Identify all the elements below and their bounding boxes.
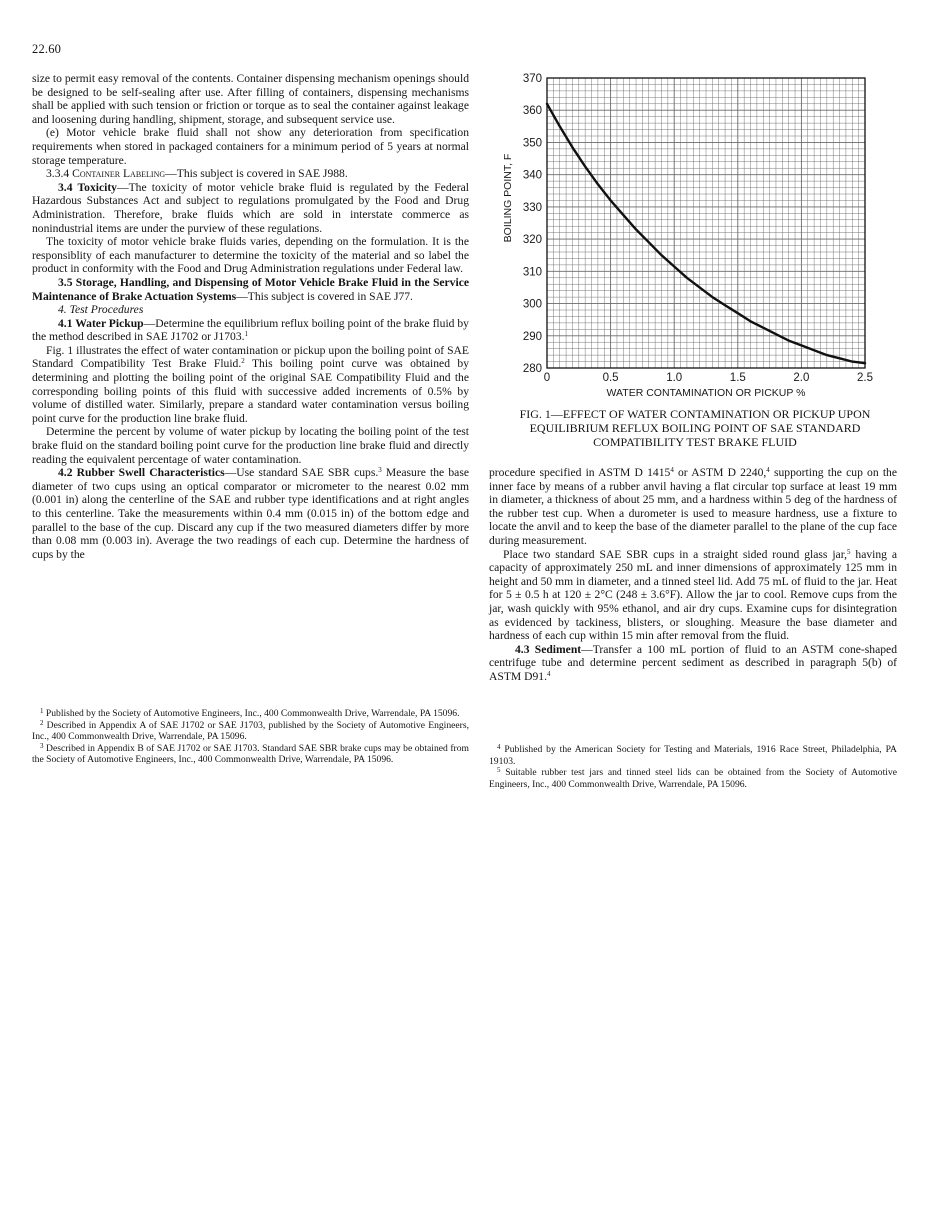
- paragraph-5: The toxicity of motor vehicle brake fluids varies, depending on the formulation. It is the responsiblity of each manufacturer to determine the toxicity of the material and so label the product in conformity with the Food and Drug Administration regulations under Federal law.: [32, 235, 469, 276]
- right-column-text: [489, 466, 897, 684]
- y-tick-label: 320: [522, 234, 542, 247]
- x-axis-label: WATER CONTAMINATION OR PICKUP %: [606, 387, 806, 399]
- paragraph-2: (e) Motor vehicle brake fluid shall not show any deterioration from specification requirements when stored in packaged containers for a minimum period of 5 years at normal storage temperature.: [32, 126, 469, 167]
- x-tick-label: 2.0: [793, 372, 810, 384]
- x-tick-label: 2.5: [857, 372, 873, 384]
- y-tick-label: 360: [522, 105, 542, 118]
- footnote: $^5$ Suitable rubber test jars and tinned steel lids can be obtained from the Society of Automotive Engineers, Inc., 400 Commonwealth Drive, Warrendale, PA 15096.: [489, 766, 897, 790]
- paragraph-2: Place two standard SAE SBR cups in a straight sided round glass jar,$^5$ having a capacity of approximately 250 mL and inner dimensions of approximately 125 mm in height and 50 mm in diameter, and a tinned steel lid. Add 75 mL of fluid to the jar. Heat for 5 ± 0.5 h at 120 ± 2°C (248 ± 3.6°F). Allow the jar to cool. Remove cups from the jar, wash quickly with 95% ethanol, and air dry cups. Examine cups for disintegration as evidenced by tackiness, blisters, or sloughing. Measure the base diameter and hardness of each cup within 15 min after removal from the fluid.: [489, 547, 898, 643]
- x-tick-label: 1.0: [666, 372, 683, 384]
- footnote: $^4$ Published by the American Society for Testing and Materials, 1916 Race Street, Philadelphia, PA 19103.: [489, 743, 897, 767]
- left-column-text: [32, 72, 469, 561]
- paragraph-3: 4.3 Sediment—Transfer a 100 mL portion of fluid to an ASTM cone-shaped centrifuge tube and determine percent sediment as described in paragraph 5(b) of ASTM D91.$^4$: [489, 642, 897, 683]
- footnote: $^3$ Described in Appendix B of SAE J1702 or SAE J1703. Standard SAE SBR brake cups may be obtained from the Society of Automotive Engineers, Inc., 400 Commonwealth Drive, Warrendale, PA 15096.: [32, 741, 469, 766]
- y-axis-label: BOILING POINT, F: [502, 153, 514, 243]
- paragraph-8: 4.1 Water Pickup—Determine the equilibrium reflux boiling point of the brake fluid by the method described in SAE J1702 or J1703.$^1$: [32, 316, 469, 344]
- right-footnotes: [489, 744, 897, 790]
- x-tick-label: 0: [543, 372, 551, 384]
- paragraph-1: size to permit easy removal of the contents. Container dispensing mechanism openings should be designed to be self-sealing after use. After filling of containers, dispensing mechanisms shall be applied with such tension or friction or torque as to seal the container against leakage and loosening during handling, shipment, storage, and subsequent service use.: [32, 72, 469, 126]
- page-number: 22.60: [32, 42, 62, 56]
- boiling-point-chart: [485, 70, 905, 405]
- y-tick-label: 300: [522, 298, 542, 311]
- y-tick-label: 290: [522, 330, 542, 343]
- footnote: $^1$ Published by the Society of Automotive Engineers, Inc., 400 Commonwealth Drive, Warrendale, PA 15096.: [40, 707, 460, 719]
- paragraph-6: 3.5 Storage, Handling, and Dispensing of Motor Vehicle Brake Fluid in the Service Maintenance of Brake Actuation Systems—This subject is covered in SAE J77.: [32, 275, 469, 303]
- y-tick-label: 340: [522, 169, 542, 182]
- x-tick-label: 0.5: [602, 372, 619, 384]
- left-footnotes: [32, 708, 469, 766]
- y-tick-label: 350: [522, 137, 542, 150]
- paragraph-7: 4. Test Procedures: [58, 303, 144, 317]
- footnote: $^2$ Described in Appendix A of SAE J1702 or SAE J1703, published by the Society of Automotive Engineers, Inc., 400 Commonwealth Drive, Warrendale, PA 15096.: [32, 718, 469, 743]
- y-tick-label: 310: [522, 266, 542, 279]
- paragraph-4: 3.4 Toxicity—The toxicity of motor vehicle brake fluid is regulated by the Federal Hazardous Substances Act and subject to regulations promulgated by the Food and Drug Administration. Therefore, brake fluids which are sold in interstate commerce as nonindustrial items are under the purview of these regulations.: [32, 180, 469, 235]
- y-tick-label: 280: [522, 363, 542, 375]
- paragraph-11: 4.2 Rubber Swell Characteristics—Use standard SAE SBR cups.$^3$ Measure the base diameter of two cups using an optical comparator or micrometer to the nearest 0.02 mm (0.001 in) along the centerline of the SAE and rubber type identifications and at right angles to this centerline. Take the measurements within 0.4 mm (0.015 in) of the bottom edge and parallel to the base of the cup. Discard any cup if the two measured diameters differ by more than 0.08 mm (0.003 in). Average the two readings of each cup. Determine the hardness of cups by the: [32, 466, 469, 561]
- paragraph-10: Determine the percent by volume of water pickup by locating the boiling point of the test brake fluid on the standard boiling point curve for the production line brake fluid and directly reading the equivalent percentage of water contamination.: [32, 425, 469, 466]
- paragraph-3: 3.3.4 Container Labeling—This subject is covered in SAE J988.: [46, 167, 348, 181]
- x-tick-label: 1.5: [729, 372, 746, 384]
- figure-1: [485, 70, 905, 450]
- y-tick-label: 370: [522, 73, 542, 85]
- paragraph-9: Fig. 1 illustrates the effect of water contamination or pickup upon the boiling point of SAE Standard Compatibility Test Brake Fluid.$^2$ This boiling point curve was obtained by determining and plotting the boiling point of the original SAE Compatibility Fluid and the corresponding boiling points of this fluid with successive added increments of 0.5% by volume of distilled water. Similarly, prepare a standard water contamination versus boiling point curve for the production line brake fluid.: [32, 343, 469, 425]
- figure-caption: FIG. 1—EFFECT OF WATER CONTAMINATION OR PICKUP UPON EQUILIBRIUM REFLUX BOILING POINT OF SAE STANDARD COMPATIBILITY TEST BRAKE FLUID: [519, 407, 871, 449]
- paragraph-1: procedure specified in ASTM D 1415$^4$ or ASTM D 2240,$^4$ supporting the cup on the inner face by means of a rubber anvil having a flat circular top surface at least 19 mm in diameter, a thickness of about 25 mm, and a hardness within 5 deg of the hardness of the rubber test cup. When a durometer is used to measure hardness, use a fixture to locate the anvil and to keep the base of the diameter parallel to the plane of the cup face during measurement.: [489, 466, 898, 547]
- y-tick-label: 330: [522, 201, 542, 214]
